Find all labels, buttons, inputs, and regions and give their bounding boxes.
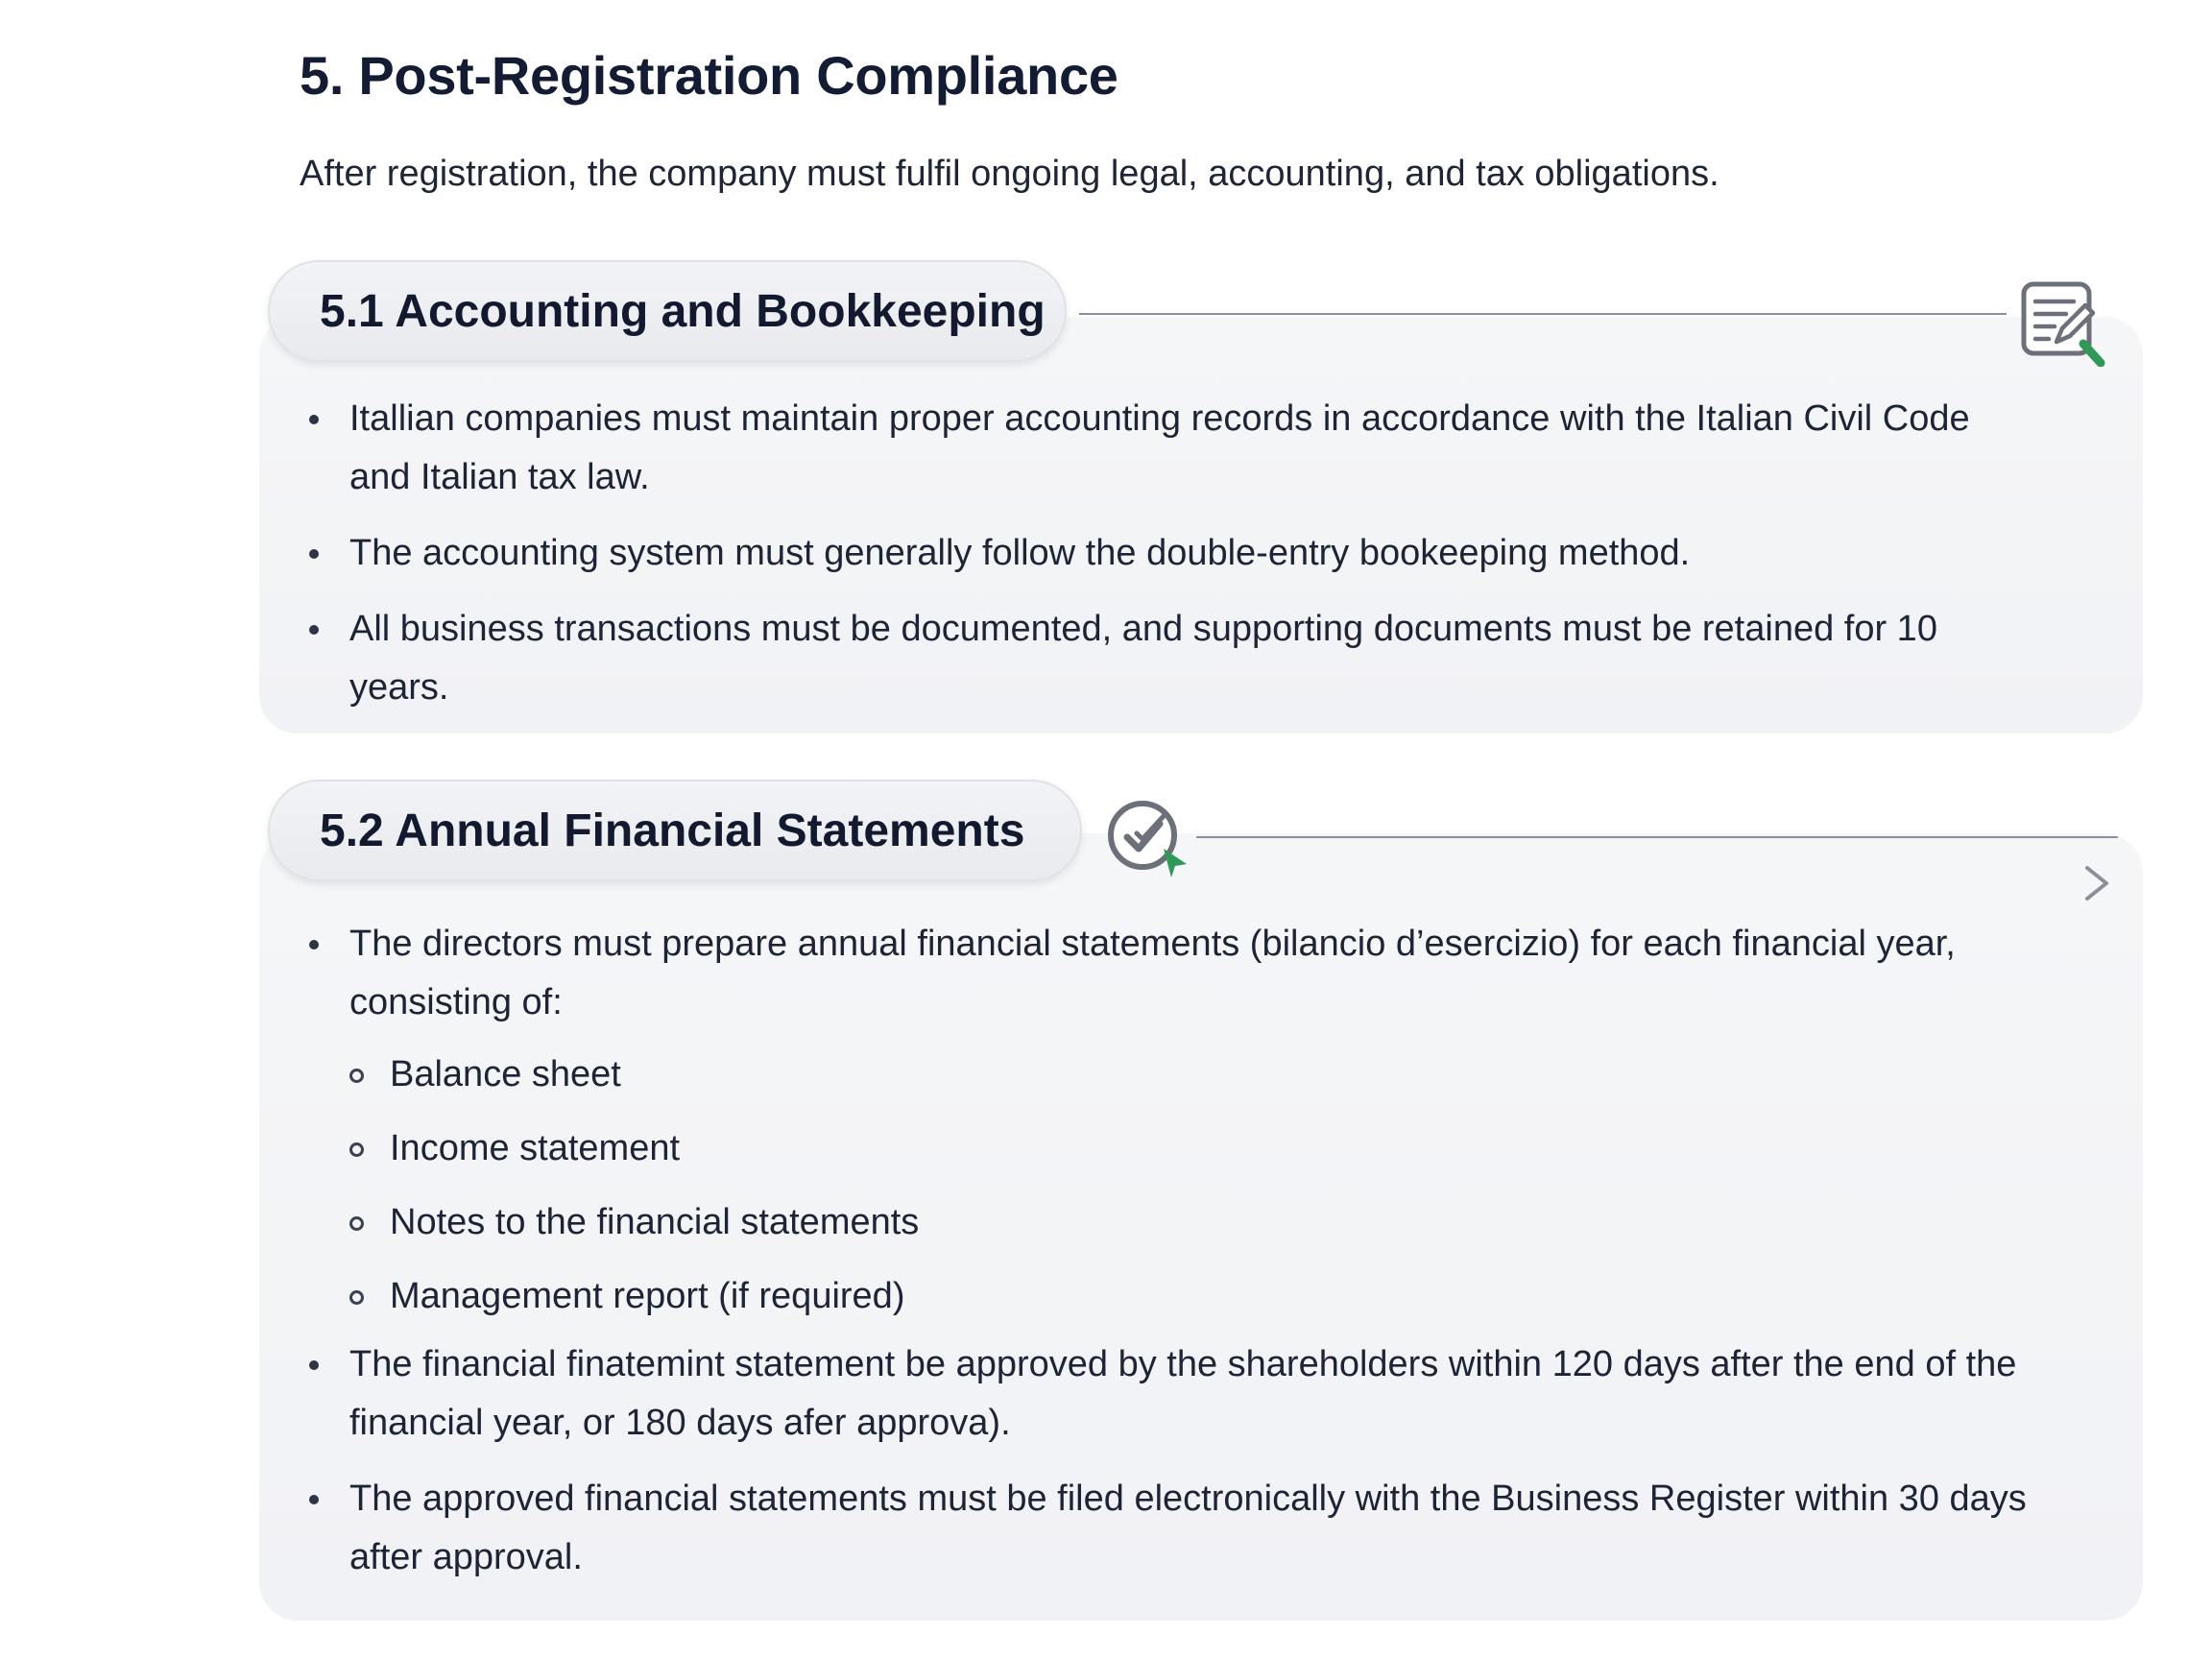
approval-check-icon <box>1104 795 1190 881</box>
sub-bullet-icon <box>349 1069 364 1083</box>
section-heading-accounting: 5.1 Accounting and Bookkeeping <box>268 260 1067 362</box>
sub-bullet-icon <box>349 1290 364 1305</box>
document-edit-icon <box>2018 278 2106 367</box>
list-item: The accounting system must generally follow the double-entry bookeeping method. <box>309 524 2037 583</box>
sub-bullet-icon <box>349 1142 364 1157</box>
bullet-icon <box>309 549 319 559</box>
list-item: All business transactions must be documented, and supporting documents must be retained for 10 years. <box>309 600 2037 717</box>
section-divider <box>1079 313 2007 315</box>
sub-list-item: Notes to the financial statements <box>309 1193 2095 1252</box>
sub-list-item: Management report (if required) <box>309 1267 2095 1326</box>
sub-list-item: Income statement <box>309 1119 2095 1178</box>
bullet-icon <box>309 1360 319 1370</box>
list-item: The financial finatemint statement be approved by the shareholders within 120 days after the end of the financial year, or 180 days afer approva). <box>309 1335 2095 1453</box>
sub-bullet-icon <box>349 1216 364 1231</box>
section-heading-financial-statements: 5.2 Annual Financial Statements <box>268 780 1082 881</box>
bullet-icon <box>309 1495 319 1504</box>
list-item: The directors must prepare annual financial statements (bilancio d’esercizio) for each financial year, consisting of: <box>309 915 2095 1032</box>
section-divider <box>1196 836 2118 838</box>
intro-paragraph: After registration, the company must fulfil ongoing legal, accounting, and tax obligations. <box>300 154 1719 194</box>
bullet-icon <box>309 415 319 424</box>
bullet-icon <box>309 940 319 950</box>
chevron-right-icon[interactable] <box>2080 862 2114 904</box>
list-item: The approved financial statements must be filed electronically with the Business Register within 30 days after approval. <box>309 1470 2095 1587</box>
list-item: Itallian companies must maintain proper accounting records in accordance with the Italian Civil Code and Italian tax law. <box>309 390 2037 507</box>
bullet-icon <box>309 625 319 635</box>
accounting-bullet-list <box>309 390 2037 734</box>
page-title: 5. Post-Registration Compliance <box>300 45 1118 106</box>
financial-statements-bullet-list <box>309 915 2095 1604</box>
sub-list-item: Balance sheet <box>309 1046 2095 1104</box>
